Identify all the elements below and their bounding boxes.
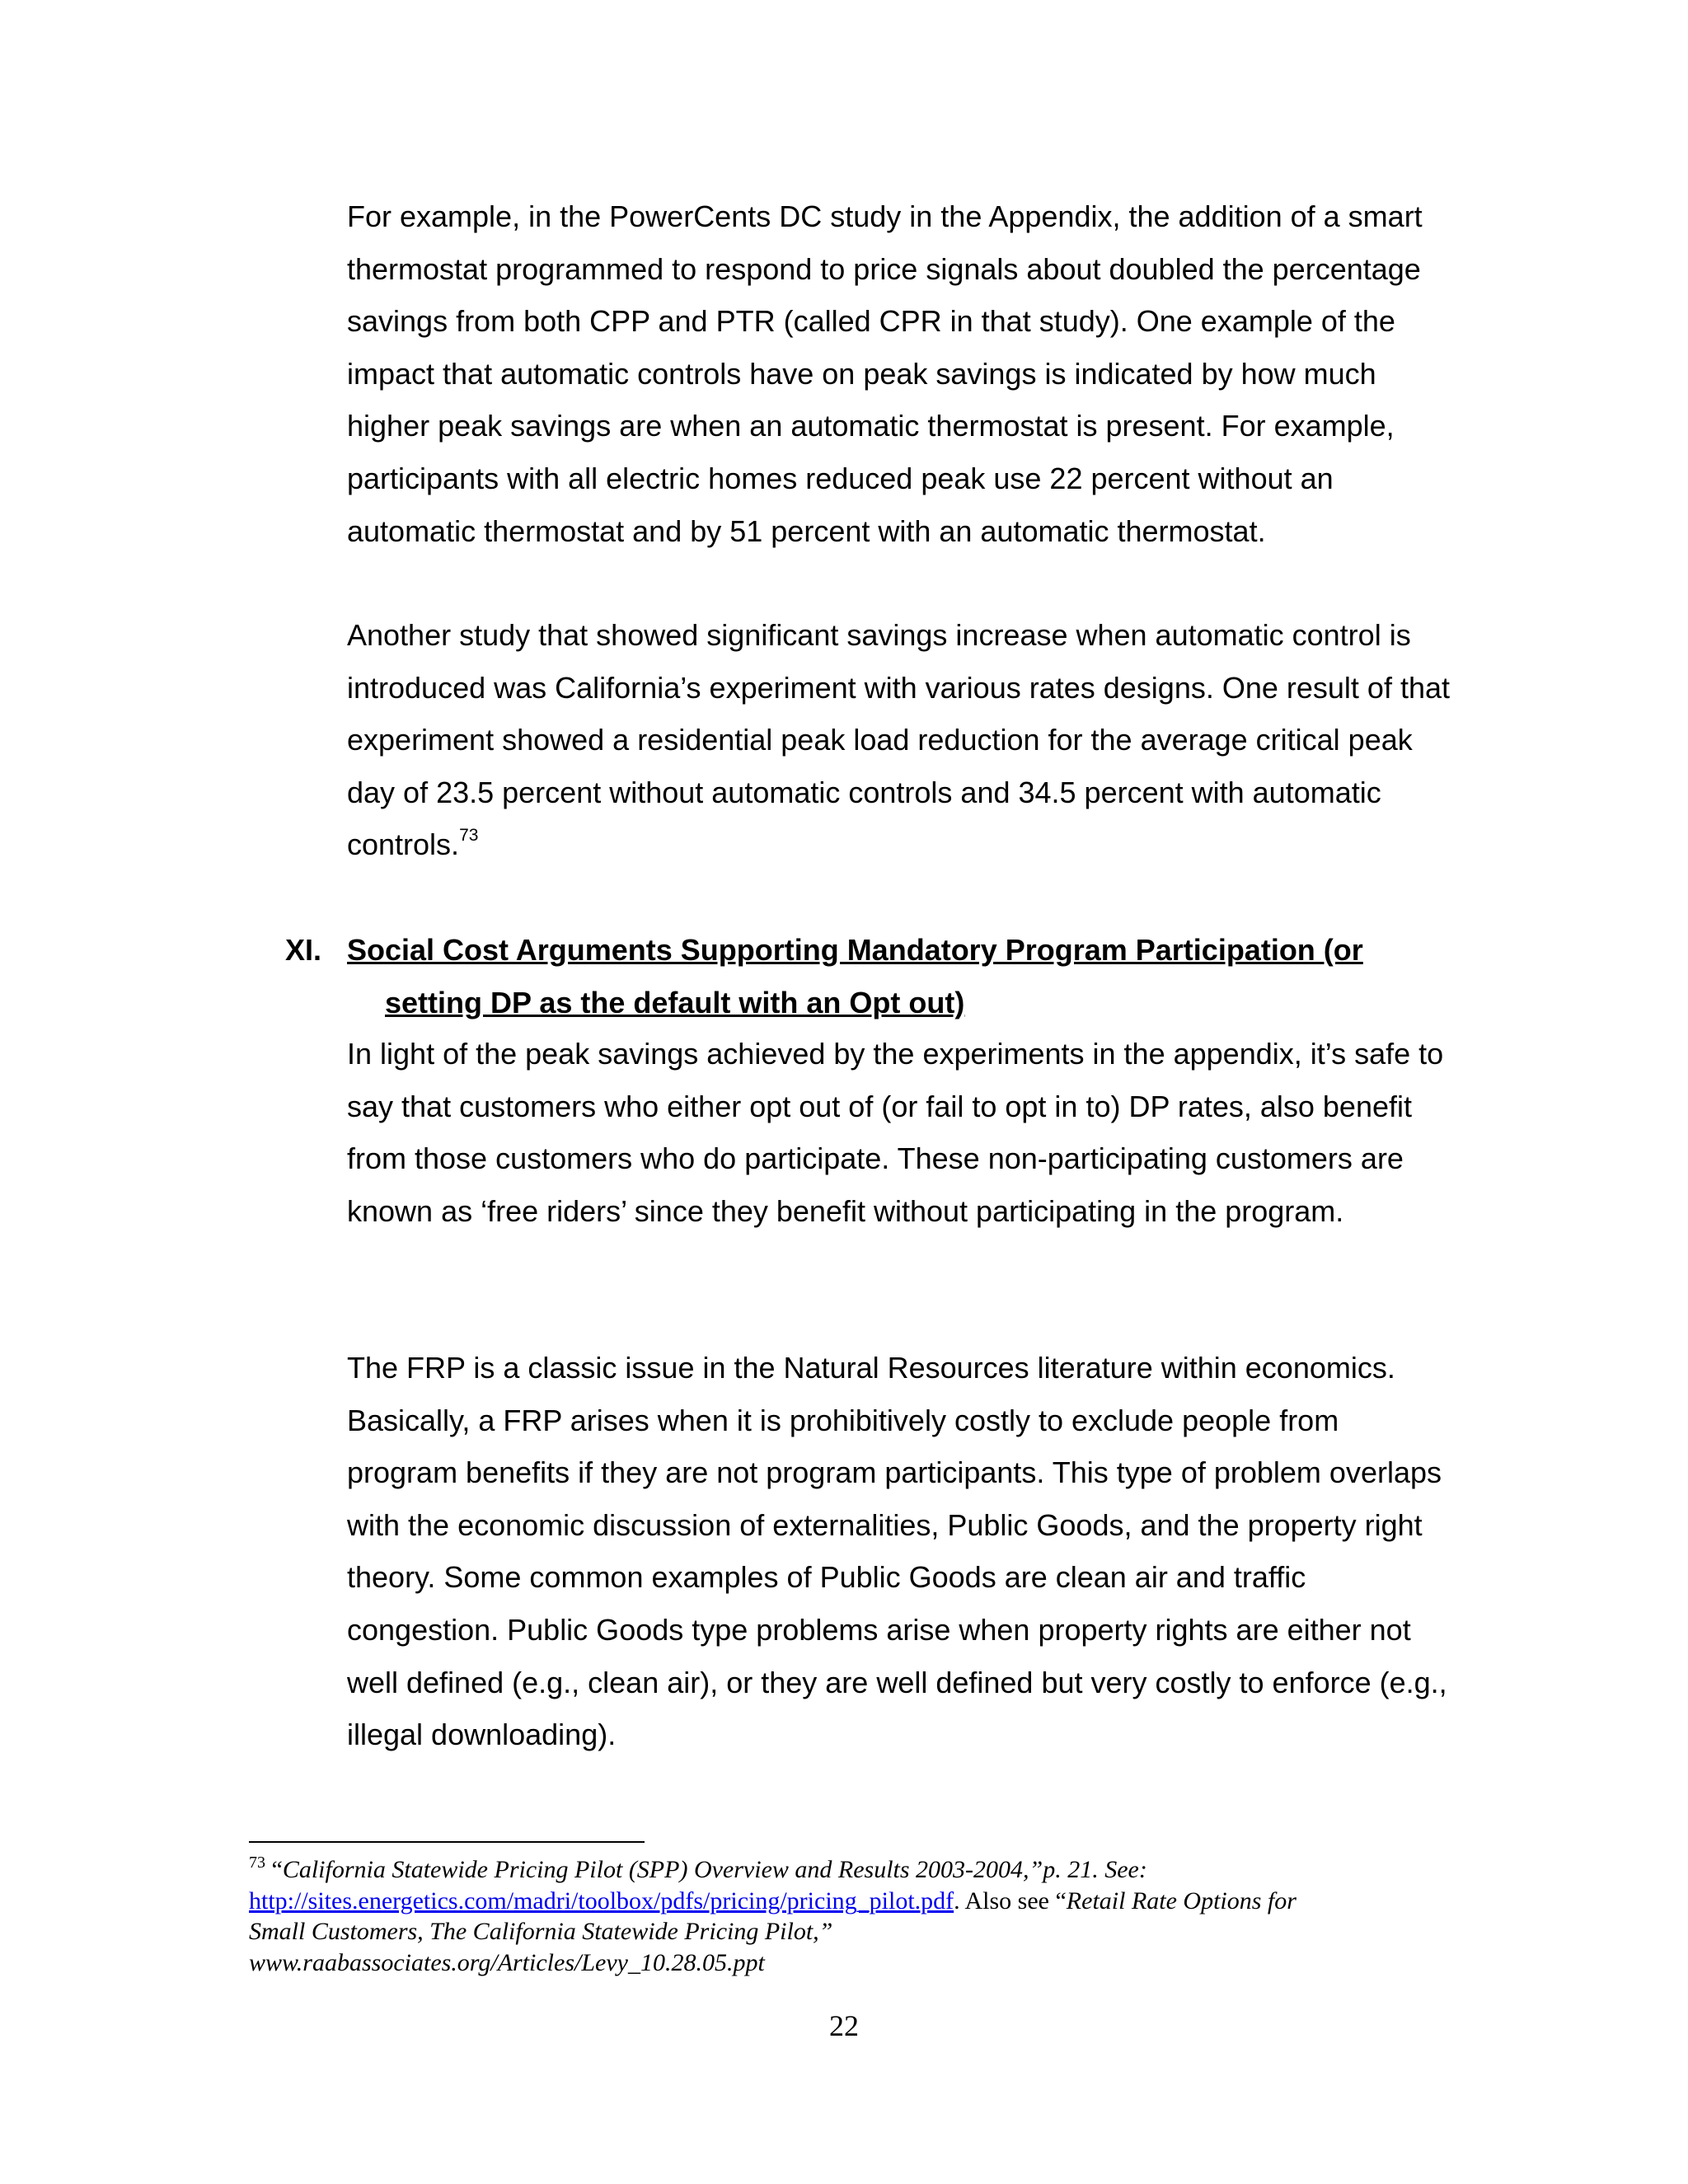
footnote-title-1: California Statewide Pricing Pilot (SPP) Overview and Results 2003-2004,”p. 21. See:: [282, 1856, 1147, 1883]
paragraph-california-experiment: [347, 609, 1451, 871]
footnote-line-4: [249, 1947, 1452, 1979]
section-title-line-2: setting DP as the default with an Opt out): [385, 985, 965, 1019]
footnote-title-2b: Small Customers, The California Statewide Pricing Pilot,”: [249, 1918, 833, 1945]
section-title-line-1: Social Cost Arguments Supporting Mandatory Program Participation (or: [347, 933, 1363, 967]
footnote-number: 73: [249, 1854, 265, 1872]
page-number: 22: [829, 2009, 859, 2042]
footnote-reference[interactable]: 73: [459, 826, 479, 846]
footnote-title-2a: Retail Rate Options for: [1066, 1886, 1296, 1915]
paragraph-california-text: Another study that showed significant savings increase when automatic control is introduced was California’s experiment with various rates designs. One result of that experiment showed a residential peak load reduction for the average critical peak day of 23.5 percent without automatic controls and 34.5 percent with automatic controls.: [347, 618, 1450, 862]
paragraph-frp-economics: The FRP is a classic issue in the Natural Resources literature within economics. Basically, a FRP arises when it is prohibitively costly to exclude people from program benefits if they are not program participants. This type of problem overlaps with the economic discussion of externalities, Public Goods, and the property right theory. Some common examples of Public Goods are clean air and traffic congestion. Public Goods type problems arise when property rights are either not well defined (e.g., clean air), or they are well defined but very costly to enforce (e.g., illegal downloading).: [347, 1351, 1447, 1752]
footnote-url-2: www.raabassociates.org/Articles/Levy_10.28.05.ppt: [249, 1948, 765, 1976]
section-number: XI.: [285, 933, 322, 967]
footnote: [249, 1854, 1452, 1978]
paragraph-powercents: For example, in the PowerCents DC study in the Appendix, the addition of a smart thermostat programmed to respond to price signals about doubled the percentage savings from both CPP and PTR (called CPR in that study). One example of the impact that automatic controls have on peak savings is indicated by how much higher peak savings are when an automatic thermostat is present. For example, participants with all electric homes reduced peak use 22 percent without an automatic thermostat and by 51 percent with an automatic thermostat.: [347, 199, 1423, 548]
footnote-line-1: [249, 1854, 1452, 1886]
paragraph-free-riders: In light of the peak savings achieved by the experiments in the appendix, it’s safe to say that customers who either opt out of (or fail to opt in to) DP rates, also benefit from those customers who do participate. These non-participating customers are known as ‘free riders’ since they benefit without participating in the program.: [347, 1037, 1444, 1228]
section-title: [347, 924, 1435, 1029]
footnote-line-2: [249, 1886, 1452, 1917]
footnote-mid-text: . Also see “: [954, 1886, 1067, 1915]
footnote-open-quote: “: [271, 1856, 283, 1883]
footnote-link[interactable]: http://sites.energetics.com/madri/toolbox/pdfs/pricing/pricing_pilot.pdf: [249, 1886, 954, 1915]
footnote-line-3: [249, 1916, 1452, 1947]
footnote-divider: [249, 1841, 645, 1843]
